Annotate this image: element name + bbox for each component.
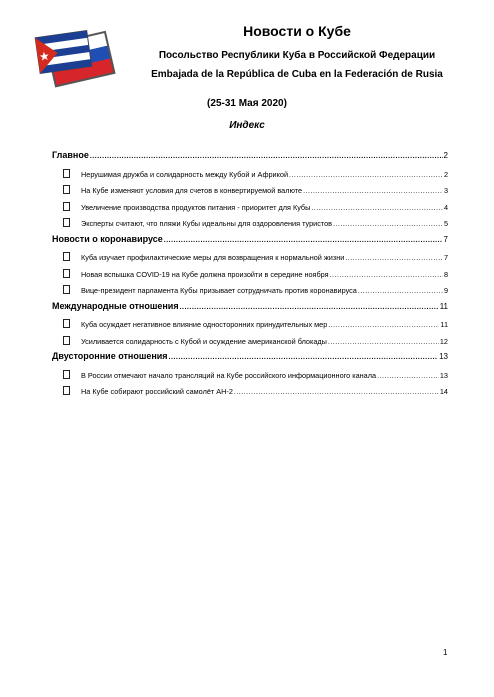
- toc-page-number: 11: [440, 320, 448, 329]
- toc-page-number: 2: [443, 169, 448, 179]
- index-heading: Индекс: [229, 120, 265, 131]
- toc-page-number: 3: [443, 186, 448, 195]
- bullet-box-icon: [63, 386, 70, 395]
- toc-item-text: Куба изучает профилактические меры для возвращения к нормальной жизни: [81, 253, 345, 262]
- toc-item[interactable]: [52, 385, 448, 402]
- dot-leader: [333, 221, 443, 228]
- bullet-box-icon: [63, 269, 70, 278]
- dot-leader: [303, 188, 443, 195]
- bullet-box-icon: [63, 336, 70, 345]
- dot-leader: [234, 389, 439, 396]
- bullet-box-icon: [63, 319, 70, 328]
- toc-item[interactable]: [52, 318, 448, 335]
- flags-logo: [34, 26, 120, 98]
- dot-leader: [358, 288, 443, 295]
- bullet-box-icon: [63, 169, 70, 178]
- toc-item-text: Эксперты считают, что пляжи Кубы идеальны для оздоровления туристов: [81, 219, 333, 228]
- toc-item-text: Усиливается солидарность с Кубой и осуждение американской блокады: [81, 336, 327, 346]
- toc-item[interactable]: [52, 201, 448, 218]
- dot-leader: [164, 237, 443, 244]
- dot-leader: [90, 153, 443, 160]
- bullet-box-icon: [63, 285, 70, 294]
- toc-item[interactable]: [52, 268, 448, 285]
- toc-item-text: На Кубе собирают российский самолёт АН-2: [81, 387, 233, 396]
- toc-section-title: Новости о коронавирусе: [52, 233, 163, 244]
- toc-section-title: Международные отношения: [52, 300, 179, 311]
- dot-leader: [330, 272, 443, 279]
- bullet-box-icon: [63, 185, 70, 194]
- dot-leader: [328, 322, 439, 329]
- toc-section-coronavirus[interactable]: [52, 234, 448, 252]
- document-title: Новости о Кубе: [243, 23, 351, 39]
- dot-leader: [311, 205, 443, 212]
- date-range: (25-31 Мая 2020): [207, 98, 287, 109]
- toc-page-number: 5: [443, 219, 448, 228]
- toc-page-number: 7: [443, 234, 448, 244]
- dot-leader: [169, 354, 439, 361]
- toc-page-number: 11: [439, 301, 448, 311]
- toc-item[interactable]: [52, 251, 448, 268]
- toc-item-text: Куба осуждает негативное влияние односторонних принудительных мер: [81, 320, 328, 329]
- toc-item-text: Новая вспышка COVID-19 на Кубе должна произойти в середине ноября: [81, 269, 329, 279]
- toc-section-main[interactable]: [52, 150, 448, 168]
- toc-item[interactable]: [52, 217, 448, 234]
- bullet-box-icon: [63, 252, 70, 261]
- toc-item-text: Вице-президент парламента Кубы призывает сотрудничать против коронавируса: [81, 286, 357, 295]
- toc-section-international[interactable]: [52, 301, 448, 319]
- toc-page-number: 2: [443, 151, 448, 160]
- toc-item[interactable]: [52, 335, 448, 352]
- toc-item-text: Нерушимая дружба и солидарность между Кубой и Африкой: [81, 169, 289, 179]
- toc-page-number: 4: [443, 202, 448, 212]
- toc-section-title: Главное: [52, 150, 89, 160]
- toc-page-number: 13: [439, 370, 448, 380]
- toc-page-number: 8: [443, 269, 448, 279]
- subtitle-russian: Посольство Республики Куба в Российской Федерации: [158, 50, 436, 61]
- toc-item-text: Увеличение производства продуктов питания - приоритет для Кубы: [81, 202, 311, 212]
- toc-item[interactable]: [52, 184, 448, 201]
- table-of-contents: [52, 150, 448, 402]
- toc-item-text: В России отмечают начало трансляций на Кубе российского информационного канала: [81, 370, 377, 380]
- bullet-box-icon: [63, 370, 70, 379]
- toc-section-bilateral[interactable]: [52, 351, 448, 369]
- subtitle-spanish: Embajada de la República de Cuba en la Federación de Rusia: [151, 69, 443, 80]
- dot-leader: [328, 339, 439, 346]
- toc-page-number: 14: [439, 387, 448, 396]
- toc-page-number: 12: [439, 336, 448, 346]
- bullet-box-icon: [63, 202, 70, 211]
- toc-item-text: На Кубе изменяют условия для счетов в конвертируемой валюте: [81, 186, 303, 195]
- dot-leader: [345, 255, 443, 262]
- toc-item[interactable]: [52, 284, 448, 301]
- toc-item[interactable]: [52, 369, 448, 386]
- dot-leader: [377, 373, 439, 380]
- toc-page-number: 9: [443, 286, 448, 295]
- toc-page-number: 13: [439, 352, 448, 361]
- toc-page-number: 7: [443, 253, 448, 262]
- dot-leader: [289, 172, 443, 179]
- toc-section-title: Двусторонние отношения: [52, 351, 168, 361]
- bullet-box-icon: [63, 218, 70, 227]
- page-number: 1: [443, 648, 448, 657]
- dot-leader: [180, 304, 439, 311]
- toc-item[interactable]: [52, 168, 448, 185]
